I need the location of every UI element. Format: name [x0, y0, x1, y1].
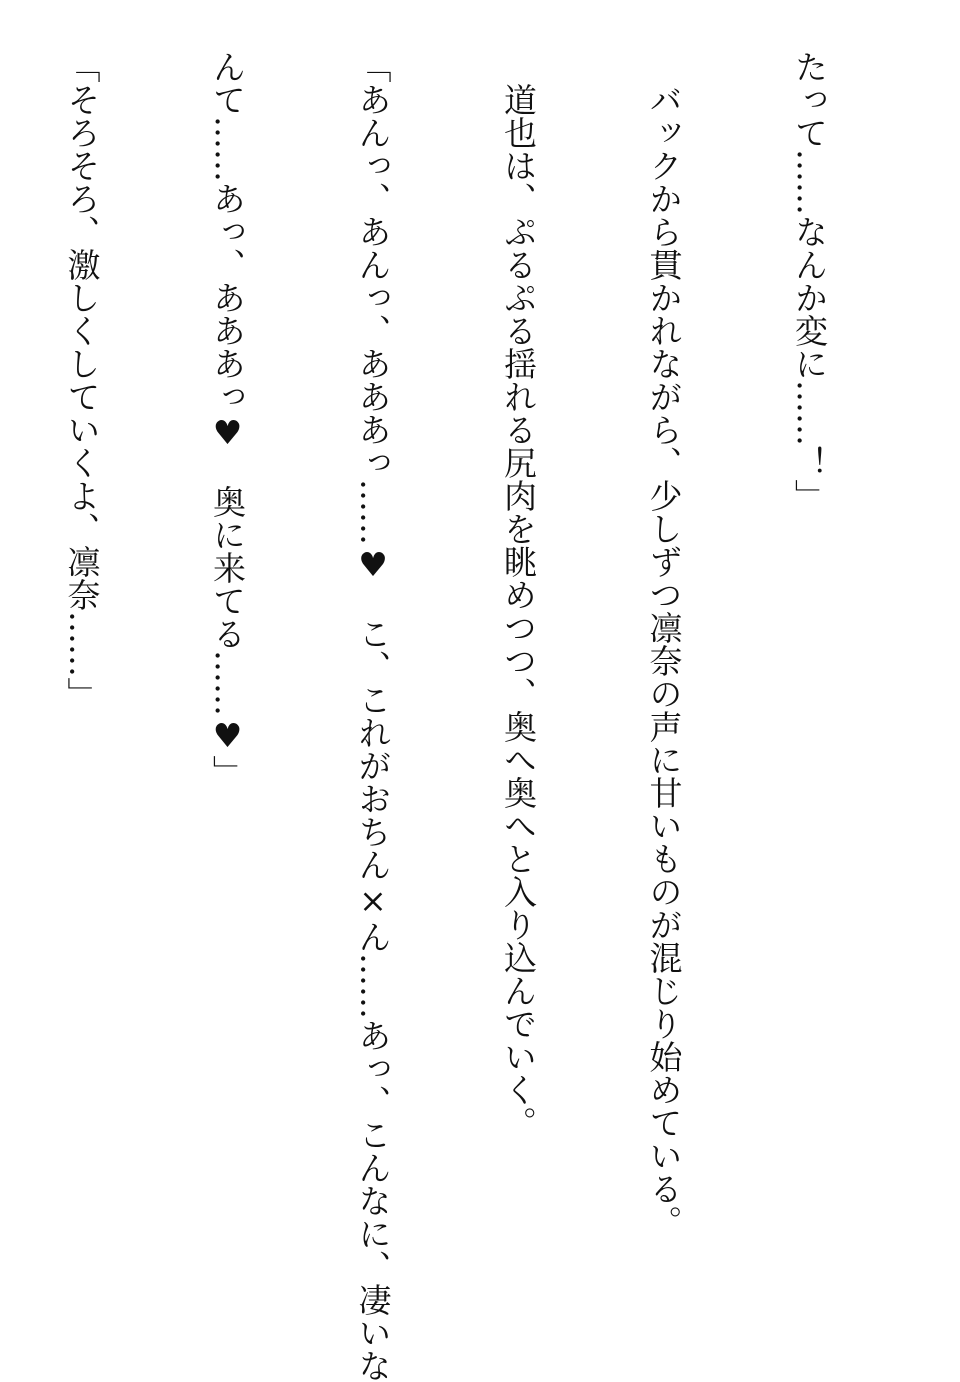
text-line: 道也は、ぷるぷる揺れる尻肉を眺めつつ、奥へ奥へと入り込んでいく。 [499, 50, 538, 1139]
text-line: バックから貫かれながら、少しずつ凛奈の声に甘いものが混じり始めている。 [644, 50, 684, 1238]
vertical-text-body [0, 50, 930, 1382]
text-line: 「あんっ、あんっ、あああっ……♥ こ、これがおちん×ん……あっ、こんなに、凄いな [353, 50, 393, 1382]
text-line: んて……あっ、あああっ♥ 奥に来てる……♥」 [208, 50, 247, 788]
text-line: たって……なんか変に……！」 [790, 50, 829, 512]
text-line: 「そろそろ、激しくしていくよ、凛奈……」 [62, 50, 102, 710]
